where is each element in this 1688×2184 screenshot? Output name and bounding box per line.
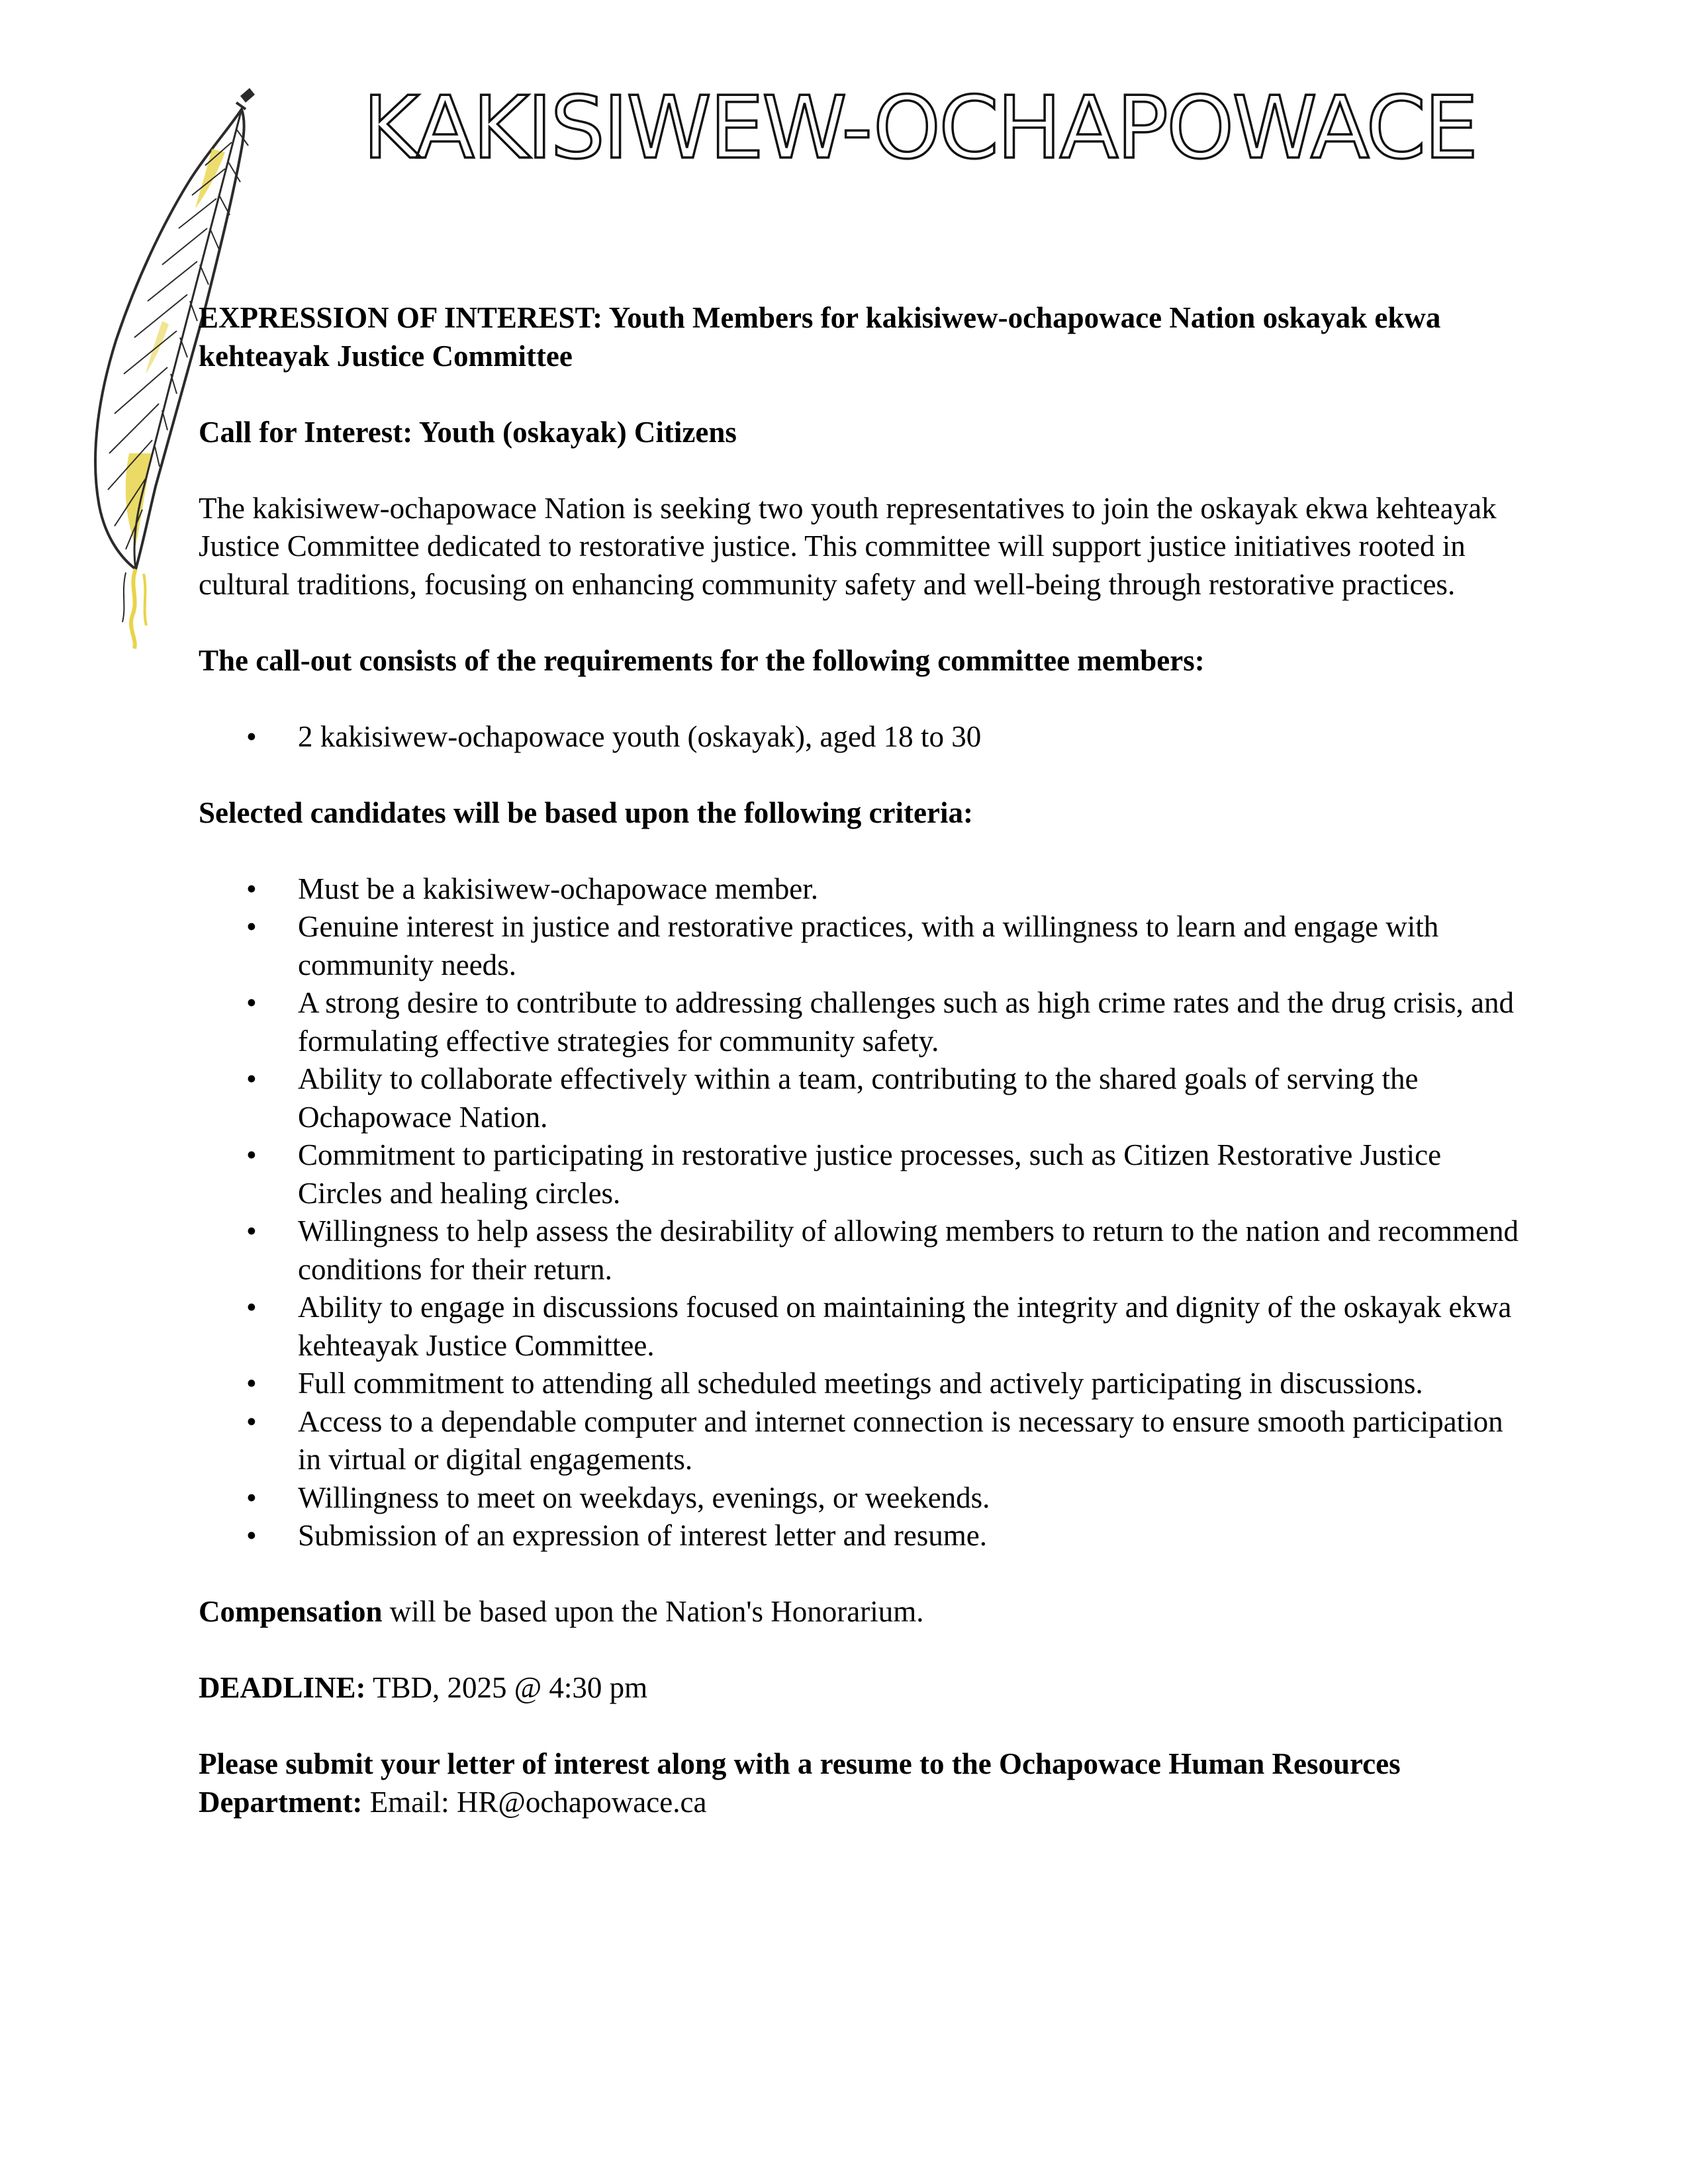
criteria-item: • A strong desire to contribute to addressing challenges such as high crime rates and the drug crisis, and formulating effective strategies for community safety. xyxy=(199,984,1529,1060)
requirements-list xyxy=(199,718,1529,756)
criteria-list xyxy=(199,870,1529,1555)
criteria-item: • Willingness to help assess the desirability of allowing members to return to the nation and recommend conditions for their return. xyxy=(199,1212,1529,1289)
criteria-item: • Must be a kakisiwew-ochapowace member. xyxy=(199,870,1529,909)
criteria-item: • Access to a dependable computer and internet connection is necessary to ensure smooth participation in virtual or digital engagements. xyxy=(199,1403,1529,1479)
criteria-item: • Genuine interest in justice and restorative practices, with a willingness to learn and engage with community needs. xyxy=(199,908,1529,984)
hr-email-link[interactable]: HR@ochapowace.ca xyxy=(456,1785,707,1819)
email-prefix: Email: xyxy=(362,1785,457,1819)
criteria-heading: Selected candidates will be based upon the following criteria: xyxy=(199,796,973,829)
notice-heading: EXPRESSION OF INTEREST: Youth Members for kakisiwew-ochapowace Nation oskayak ekwa kehteayak Justice Committee xyxy=(199,301,1441,373)
criteria-item: • Ability to engage in discussions focused on maintaining the integrity and dignity of the oskayak ekwa kehteayak Justice Committee. xyxy=(199,1289,1529,1365)
criteria-item: • Ability to collaborate effectively within a team, contributing to the shared goals of serving the Ochapowace Nation. xyxy=(199,1060,1529,1136)
criteria-item: • Commitment to participating in restorative justice processes, such as Citizen Restorative Justice Circles and healing circles. xyxy=(199,1136,1529,1212)
compensation-text: will be based upon the Nation's Honorarium. xyxy=(382,1595,924,1628)
requirements-heading: The call-out consists of the requirements for the following committee members: xyxy=(199,643,1205,677)
criteria-item: • Willingness to meet on weekdays, evenings, or weekends. xyxy=(199,1479,1529,1518)
criteria-item: • Full commitment to attending all scheduled meetings and actively participating in discussions. xyxy=(199,1365,1529,1403)
submission-paragraph xyxy=(199,1745,1529,1821)
requirement-item: • 2 kakisiwew-ochapowace youth (oskayak), aged 18 to 30 xyxy=(199,718,1529,756)
intro-paragraph: The kakisiwew-ochapowace Nation is seeking two youth representatives to join the oskayak ekwa kehteayak Justice Committee dedicated to restorative justice. This committee will support justice initiatives rooted in cultural traditions, focusing on enhancing community safety and well-being through restorative practices. xyxy=(199,491,1497,601)
compensation-label: Compensation xyxy=(199,1595,383,1628)
deadline-text: TBD, 2025 @ 4:30 pm xyxy=(365,1671,648,1704)
deadline-paragraph xyxy=(199,1669,1529,1707)
notice-body xyxy=(199,299,1529,1860)
deadline-label: DEADLINE: xyxy=(199,1671,366,1704)
masthead-title: KAKISIWEW-OCHAPOWACE xyxy=(363,77,1477,178)
submission-label: Please submit your letter of interest along with a resume to the Ochapowace Human Resources Department: xyxy=(199,1747,1401,1819)
criteria-item: • Submission of an expression of interest letter and resume. xyxy=(199,1517,1529,1555)
call-for-interest-heading: Call for Interest: Youth (oskayak) Citizens xyxy=(199,415,737,449)
compensation-paragraph xyxy=(199,1593,1529,1631)
